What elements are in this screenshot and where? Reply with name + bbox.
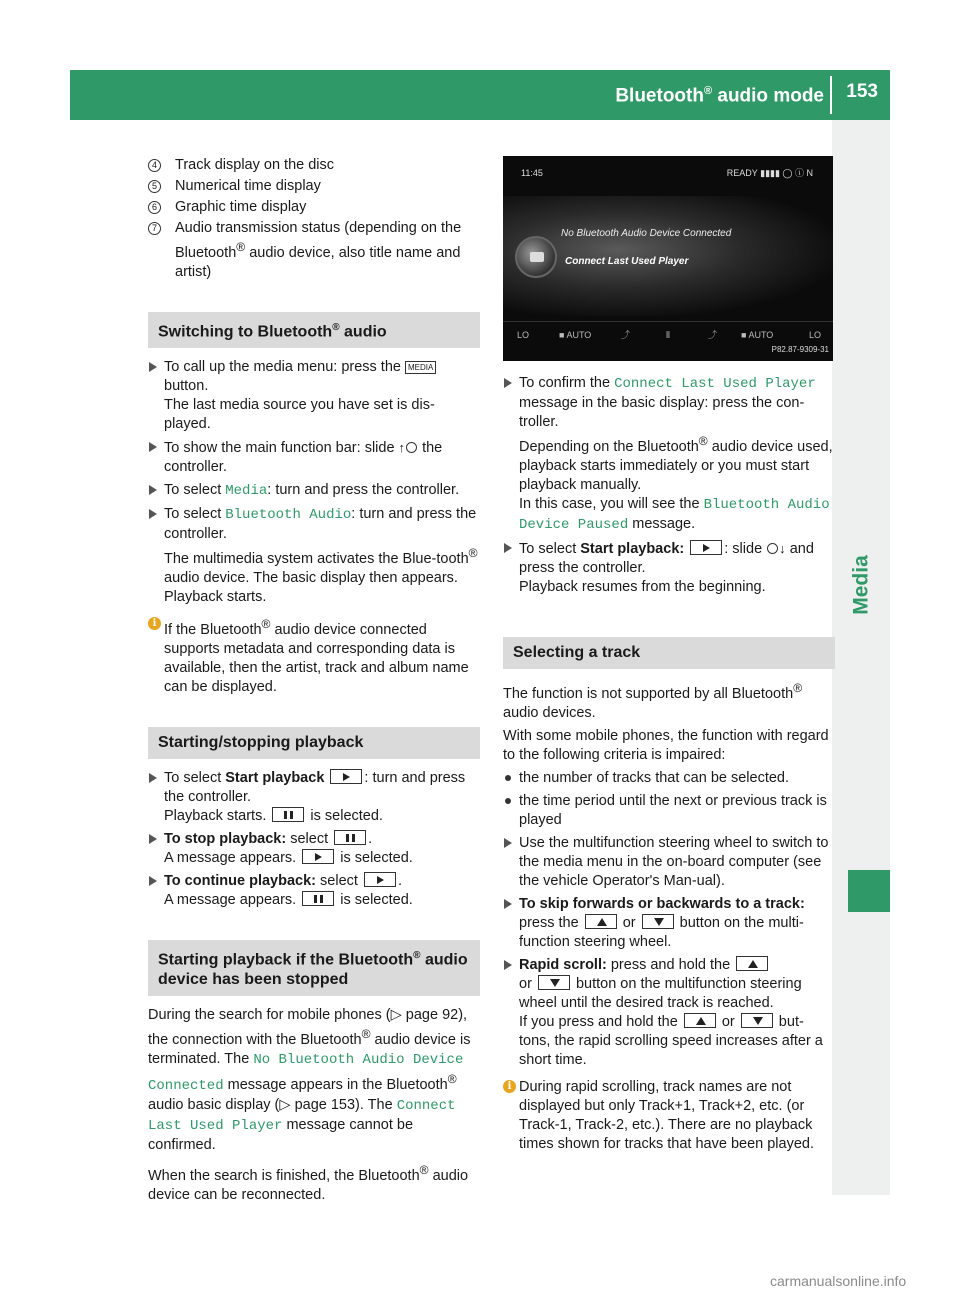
page-ref-icon: ▷ (279, 1096, 291, 1113)
screen-status: READY ▮▮▮▮ ◯ ⓘ N (726, 168, 813, 178)
climate-bar: LO ■ AUTO ⤴ ⦀ ⤴ ■ AUTO LO (503, 321, 833, 343)
page-ref-icon: ▷ (390, 1007, 402, 1024)
header-divider (830, 76, 832, 114)
section-heading: Starting/stopping playback (148, 727, 480, 759)
pause-icon (334, 830, 366, 845)
instruction-step: Use the multifunction steering wheel to switch to the media menu in the on-board computer (see the vehicle Operator's Man-ual). (503, 834, 835, 891)
side-tab-label: Media (849, 555, 873, 615)
play-icon (330, 769, 362, 784)
play-icon (302, 849, 334, 864)
instruction-step: Rapid scroll: press and hold the or button on the multifunction steering wheel until the desired track is reached. If you press and hold the or but-tons, the rapid scrolling speed increases after a short time. (503, 956, 835, 1070)
side-strip (832, 120, 890, 1195)
page-header (70, 70, 890, 120)
instruction-step: To skip forwards or backwards to a track: press the or button on the multi-function steering wheel. (503, 895, 835, 952)
down-button-icon (642, 914, 674, 929)
section-heading: Switching to Bluetooth® audio (148, 312, 480, 348)
instruction-step: To select Start playback : turn and press the controller. Playback starts. is selected. (148, 769, 480, 826)
paragraph: During the search for mobile phones (▷ page 92), the connection with the Bluetooth® audio device is terminated. The No Bluetooth Audio Device Connected message appears in the Bluetooth® audio basic display (▷ page 153). The Connect Last Used Player message cannot be confirmed. (148, 1007, 471, 1153)
controller-icon (767, 543, 778, 554)
paragraph: When the search is finished, the Bluetooth® audio device can be reconnected. (148, 1162, 469, 1203)
screen-selected-item: Connect Last Used Player (565, 256, 689, 267)
up-button-icon (684, 1013, 716, 1028)
info-note: i During rapid scrolling, track names are not displayed but only Track+1, Track+2, etc. (or Track-1, Track-2, etc.). There are no playback times shown for tracks that have been played. (503, 1078, 835, 1154)
right-column (503, 156, 835, 1158)
screen-message: No Bluetooth Audio Device Connected (561, 228, 732, 239)
display-screenshot (503, 156, 833, 361)
page-number: 153 (846, 81, 878, 102)
screen-clock: 11:45 (521, 168, 543, 178)
pause-icon (302, 891, 334, 906)
watermark: carmanualsonline.info (770, 1273, 907, 1289)
info-icon: i (503, 1080, 516, 1093)
list-item: the number of tracks that can be selected. (503, 769, 835, 788)
instruction-step: To select Bluetooth Audio: turn and press the controller. The multimedia system activates the Blue-tooth® audio device. The basic display then appears. Playback starts. (148, 505, 480, 607)
controller-knob-icon (515, 236, 557, 278)
figure-reference: P82.87-9309-31 (771, 345, 829, 354)
controller-icon (406, 442, 417, 453)
play-icon (690, 540, 722, 555)
legend-item: 6 Graphic time display (148, 198, 480, 217)
instruction-step: To select Start playback: : slide ↓ and press the controller. Playback resumes from the beginning. (503, 539, 835, 597)
instruction-step: To stop playback: select . A message appears. is selected. (148, 830, 480, 868)
instruction-step: To call up the media menu: press the MEDIA button. The last media source you have set is dis-played. (148, 358, 480, 434)
info-icon: i (148, 617, 161, 630)
header-title: Bluetooth® audio mode (615, 85, 824, 107)
slide-down-icon: ↓ (779, 540, 786, 556)
section-heading: Selecting a track (503, 637, 835, 669)
down-button-icon (741, 1013, 773, 1028)
legend-item: 7 Audio transmission status (depending on the Bluetooth® audio device, also title name and artist) (148, 219, 480, 282)
left-column (148, 156, 480, 1205)
up-button-icon (736, 956, 768, 971)
legend-item: 5 Numerical time display (148, 177, 480, 196)
instruction-step: To continue playback: select . A message appears. is selected. (148, 872, 480, 910)
instruction-step: To confirm the Connect Last Used Player message in the basic display: press the con-troller. Depending on the Bluetooth® audio device used, playback starts immediately or you must start playback manually. In this case, you will see the Bluetooth Audio Device Paused message. (503, 374, 835, 535)
slide-up-icon: ↑ (398, 440, 406, 456)
media-key-icon: MEDIA (405, 361, 436, 374)
info-note: i If the Bluetooth® audio device connected supports metadata and corresponding data is available, then the artist, track and album name can be displayed. (148, 615, 480, 697)
legend-item: 4 Track display on the disc (148, 156, 480, 175)
instruction-step: To show the main function bar: slide ↑ the controller. (148, 438, 480, 477)
instruction-step: To select Media: turn and press the controller. (148, 481, 480, 501)
paragraph: The function is not supported by all Bluetooth® audio devices. (503, 680, 803, 721)
down-button-icon (538, 975, 570, 990)
pause-icon (272, 807, 304, 822)
up-button-icon (585, 914, 617, 929)
play-icon (364, 872, 396, 887)
section-heading: Starting playback if the Bluetooth® audio device has been stopped (148, 940, 480, 996)
list-item: the time period until the next or previous track is played (503, 792, 835, 830)
paragraph: With some mobile phones, the function with regard to the following criteria is impaired: (503, 727, 829, 763)
side-tab-marker (848, 870, 890, 912)
